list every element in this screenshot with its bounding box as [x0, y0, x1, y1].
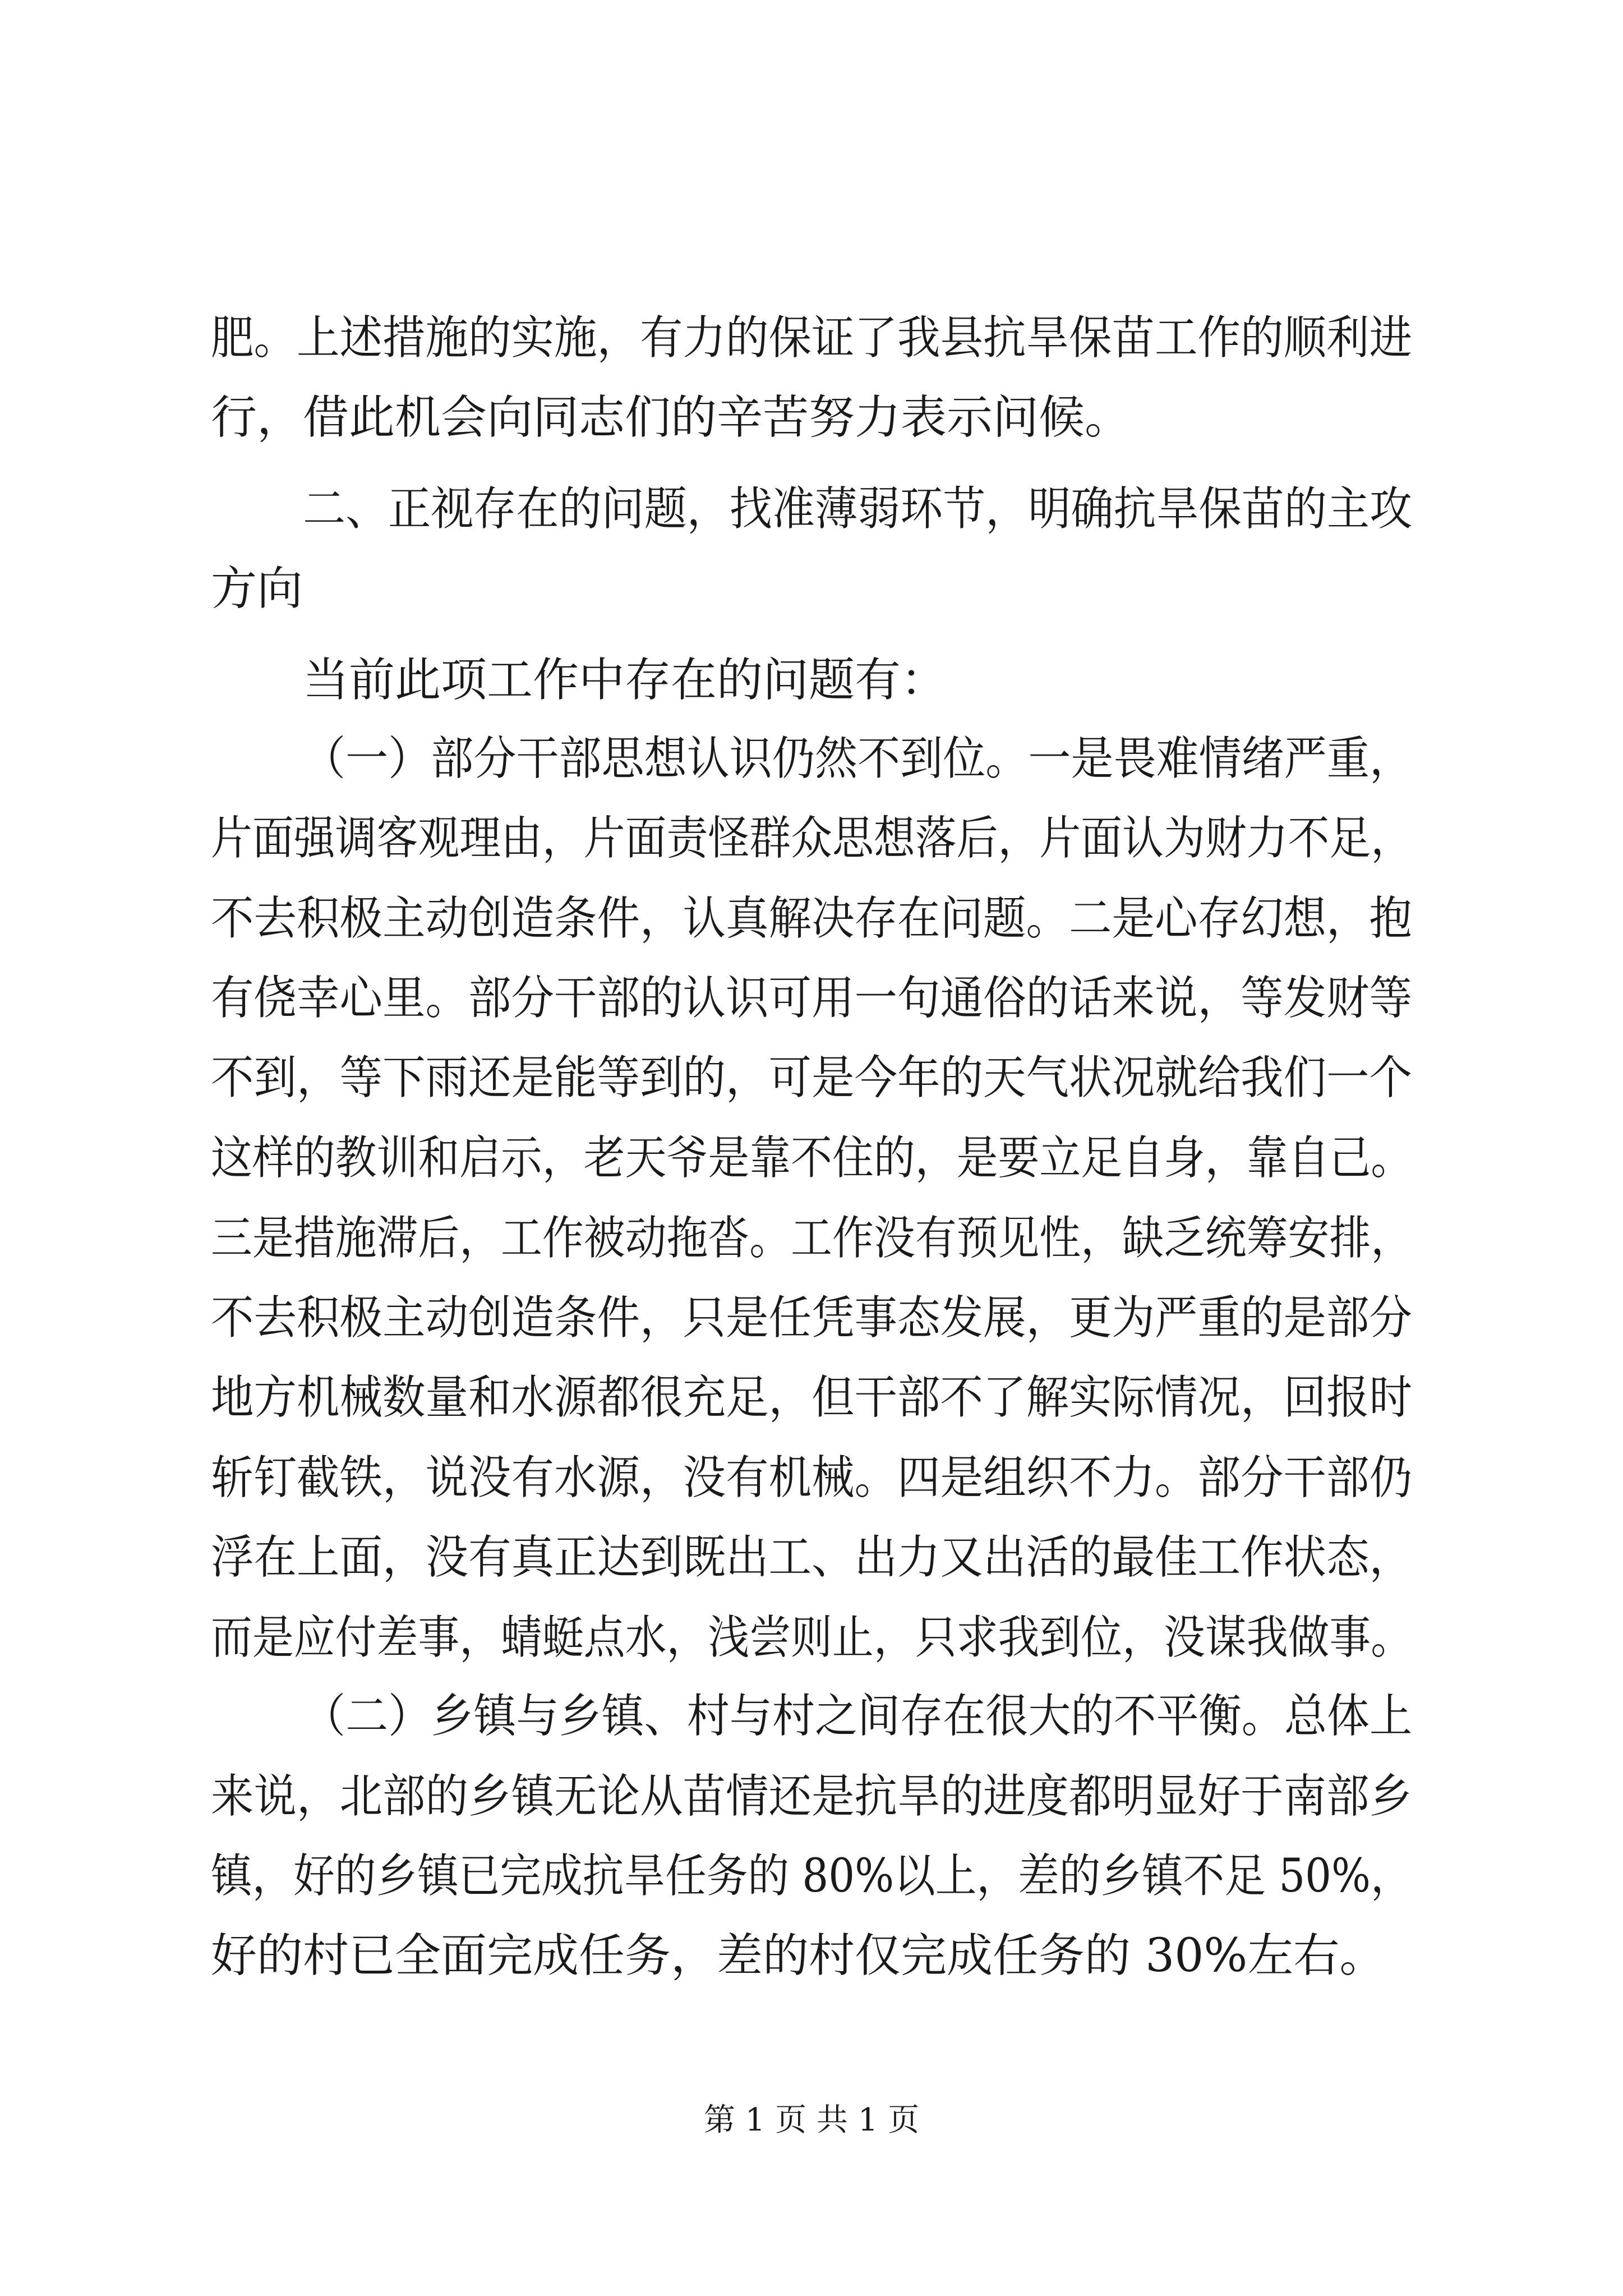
text-line: 镇，好的乡镇已完成抗旱任务的 80%以上，差的乡镇不足 50%， [211, 1849, 1412, 1903]
text-line: 好的村已全面完成任务，差的村仅完成任务的 30%左右。 [211, 1929, 1386, 1982]
text-line: 肥。上述措施的实施，有力的保证了我县抗旱保苗工作的顺利进 [211, 311, 1412, 365]
page-number: 第 1 页 共 1 页 [703, 2102, 920, 2138]
section-heading-line: 二、正视存在的问题，找准薄弱环节，明确抗旱保苗的主攻 [303, 482, 1413, 536]
text-line: 不去积极主动创造条件，只是任凭事态发展，更为严重的是部分 [211, 1291, 1412, 1345]
text-line: 当前此项工作中存在的问题有： [303, 654, 947, 707]
text-line: 三是措施滞后，工作被动拖沓。工作没有预见性，缺乏统筹安排， [211, 1212, 1413, 1265]
section-heading-line: 方向 [211, 562, 303, 615]
text-line: 而是应付差事，蜻蜓点水，浅尝则止，只求我到位，没谋我做事。 [211, 1611, 1413, 1664]
text-line: 浮在上面，没有真正达到既出工、出力又出活的最佳工作状态， [211, 1531, 1412, 1584]
text-line: 来说，北部的乡镇无论从苗情还是抗旱的进度都明显好于南部乡 [211, 1770, 1412, 1823]
text-line: 片面强调客观理由，片面责怪群众思想落后，片面认为财力不足， [211, 812, 1413, 865]
text-line: （一）部分干部思想认识仍然不到位。一是畏难情绪严重， [303, 732, 1413, 785]
text-line: （二）乡镇与乡镇、村与村之间存在很大的不平衡。总体上 [303, 1690, 1413, 1743]
text-line: 不去积极主动创造条件，认真解决存在问题。二是心存幻想，抱 [211, 892, 1412, 945]
text-line: 地方机械数量和水源都很充足，但干部不了解实际情况，回报时 [211, 1371, 1412, 1424]
text-line: 行，借此机会向同志们的辛苦努力表示问候。 [211, 391, 1131, 444]
text-line: 斩钉截铁，说没有水源，没有机械。四是组织不力。部分干部仍 [211, 1451, 1412, 1504]
text-line: 有侥幸心里。部分干部的认识可用一句通俗的话来说，等发财等 [211, 972, 1412, 1025]
text-line: 不到，等下雨还是能等到的，可是今年的天气状况就给我们一个 [211, 1051, 1412, 1105]
text-line: 这样的教训和启示，老天爷是靠不住的，是要立足自身，靠自己。 [211, 1131, 1413, 1185]
